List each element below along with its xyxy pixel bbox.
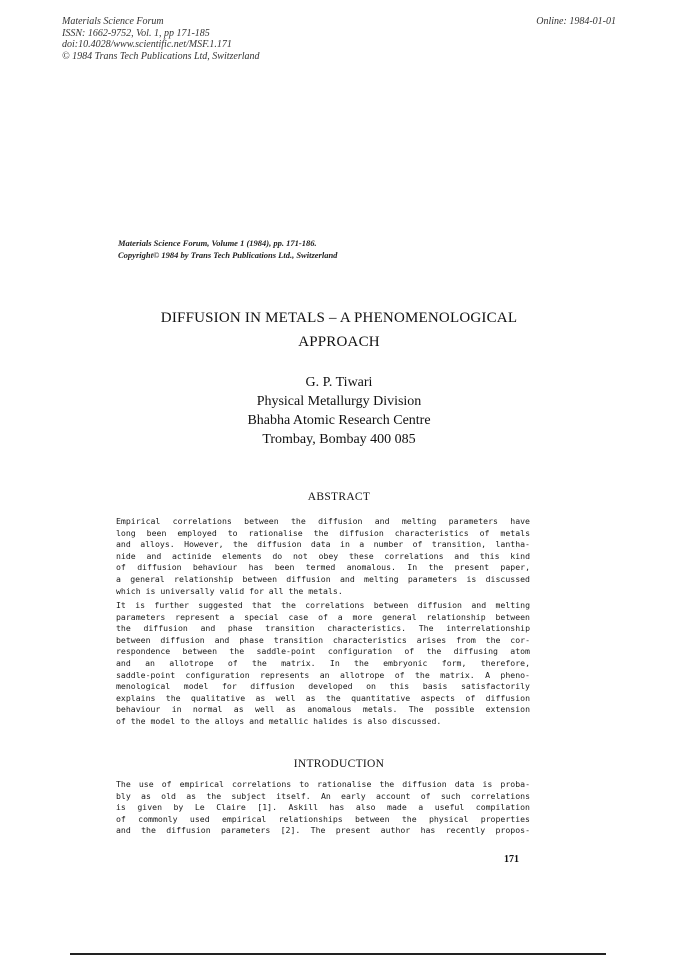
text-line: It is further suggested that the correlations between diffusion and melting	[116, 600, 530, 610]
text-line: between diffusion and phase transition characteristics arises from the cor-	[116, 634, 530, 645]
text-line: menological model for diffusion developed on this basis satisfactorily	[116, 681, 530, 692]
text-line: of commonly used empirical relationships between the physical properties	[116, 813, 530, 824]
header-issn: ISSN: 1662-9752, Vol. 1, pp 171-185	[62, 27, 210, 39]
text-line: The use of empirical correlations to rationalise the diffusion data is proba-	[116, 779, 530, 789]
header-journal: Materials Science Forum	[62, 16, 164, 27]
text-line: is given by Le Claire [1]. Askill has also made a useful compilation	[116, 802, 530, 813]
citation-block	[118, 237, 337, 261]
text-line: explains the qualitative as well as the quantitative aspects of diffusion	[116, 692, 530, 703]
author-division: Physical Metallurgy Division	[256, 394, 422, 409]
header-copyright: © 1984 Trans Tech Publications Ltd, Switzerland	[62, 50, 260, 62]
text-line: and an allotrope of the matrix. In the embryonic form, therefore,	[116, 657, 530, 668]
bottom-rule	[70, 953, 606, 955]
author-name: G. P. Tiwari	[305, 375, 373, 390]
author-institution: Bhabha Atomic Research Centre	[247, 413, 431, 428]
paper-title	[0, 306, 678, 354]
citation-line-2: Copyright© 1984 by Trans Tech Publications Ltd., Switzerland	[118, 250, 338, 260]
text-line: Empirical correlations between the diffusion and melting parameters have	[116, 516, 530, 526]
text-line: of the model to the alloys and metallic halides is also discussed.	[116, 715, 442, 726]
introduction-heading: INTRODUCTION	[293, 758, 385, 770]
text-line: long been employed to rationalise the diffusion characteristics of metals	[116, 527, 530, 538]
title-line-1: DIFFUSION IN METALS – A PHENOMENOLOGICAL	[160, 310, 518, 326]
text-line: saddle-point configuration represents an allotrope of the matrix. A pheno-	[116, 669, 530, 680]
text-line: parameters represent a special case of a more general relationship between	[116, 611, 530, 622]
author-address: Trombay, Bombay 400 085	[262, 432, 416, 447]
abstract-heading: ABSTRACT	[307, 491, 371, 503]
text-line: and alloys. However, the diffusion data in a number of transition, lantha-	[116, 539, 530, 550]
text-line: behaviour in normal as well as anomalous metals. The possible extension	[116, 704, 530, 715]
header-doi: doi:10.4028/www.scientific.net/MSF.1.171	[62, 39, 232, 50]
text-line: the diffusion and phase transition characteristics. The interrelationship	[116, 623, 530, 634]
author-block	[0, 373, 678, 449]
title-line-2: APPROACH	[298, 334, 380, 350]
abstract-paragraph-1	[116, 516, 530, 597]
text-line: respondence between the saddle-point configuration of the diffusing atom	[116, 646, 530, 657]
introduction-paragraph	[116, 779, 530, 837]
text-line: of diffusion behaviour has been termed anomalous. In the present paper,	[116, 562, 530, 573]
citation-line-1: Materials Science Forum, Volume 1 (1984), pp. 171-186.	[118, 238, 317, 248]
abstract-paragraph-2	[116, 600, 530, 728]
text-line: nide and actinide elements do not obey these correlations and this kind	[116, 550, 530, 561]
text-line: and the diffusion parameters [2]. The present author has recently propos-	[116, 825, 530, 836]
header-online-date: Online: 1984-01-01	[536, 16, 616, 27]
text-line: bly as old as the subject itself. An early account of such correlations	[116, 790, 530, 801]
page-number: 171	[504, 854, 519, 865]
text-line: a general relationship between diffusion and melting parameters is discussed	[116, 573, 530, 584]
header-metadata	[62, 16, 260, 62]
text-line: which is universally valid for all the metals.	[116, 585, 343, 596]
